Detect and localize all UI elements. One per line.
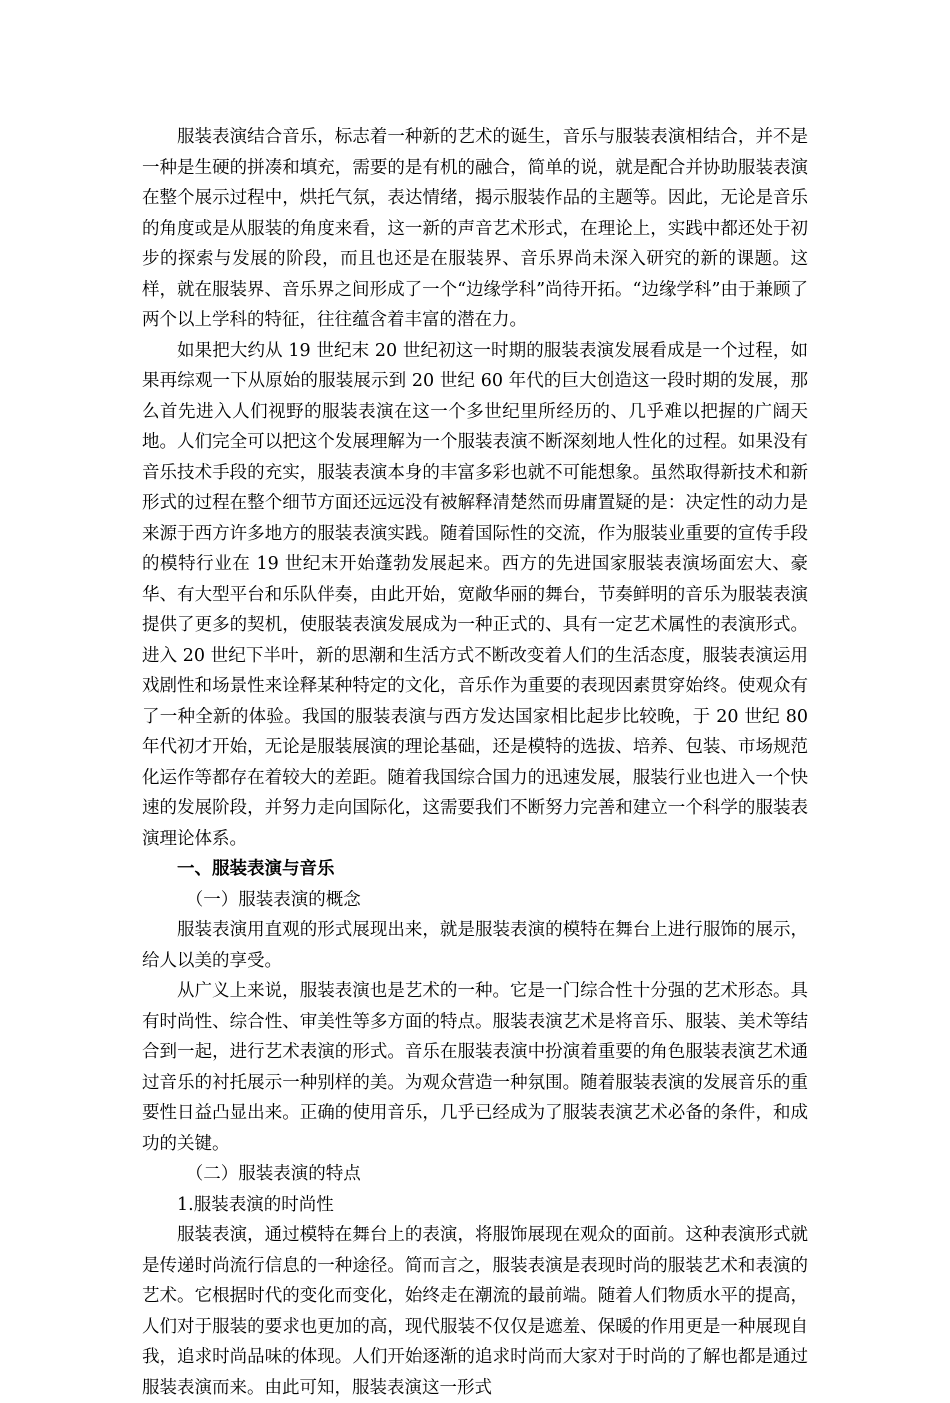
- paragraph: 服装表演结合音乐，标志着一种新的艺术的诞生，音乐与服装表演相结合，并不是一种是生硬的拼凑和填充，需要的是有机的融合，简单的说，就是配合并协助服装表演在整个展示过程中，烘托气氛，表达情绪，揭示服装作品的主题等。因此，无论是音乐的角度或是从服装的角度来看，这一新的声音艺术形式，在理论上，实践中都还处于初步的探索与发展的阶段，而且也还是在服装界、音乐界尚未深入研究的新的课题。这样，就在服装界、音乐界之间形成了一个“边缘学科”尚待开拓。“边缘学科”由于兼顾了两个以上学科的特征，往往蕴含着丰富的潜在力。: [142, 127, 808, 330]
- subsection-heading: （一）服装表演的概念: [185, 889, 361, 910]
- paragraph: 服装表演用直观的形式展现出来，就是服装表演的模特在舞台上进行服饰的展示，给人以美的享受。: [142, 920, 808, 971]
- paragraph: 如果把大约从 19 世纪末 20 世纪初这一时期的服装表演发展看成是一个过程，如果再综观一下从原始的服装展示到 20 世纪 60 年代的巨大创造这一段时期的发展，那么首先进入人们视野的服装表演在这一个多世纪里所经历的、几乎难以把握的广阔天地。人们完全可以把这个发展理解为一个服装表演不断深刻地人性化的过程。如果没有音乐技术手段的充实，服装表演本身的丰富多彩也就不可能想象。虽然取得新技术和新形式的过程在整个细节方面还远远没有被解释清楚然而毋庸置疑的是：决定性的动力是来源于西方许多地方的服装表演实践。随着国际性的交流，作为服装业重要的宣传手段的模特行业在 19 世纪末开始蓬勃发展起来。西方的先进国家服装表演场面宏大、豪华、有大型平台和乐队伴奏，由此开始，宽敞华丽的舞台，节奏鲜明的音乐为服装表演提供了更多的契机，使服装表演发展成为一种正式的、具有一定艺术属性的表演形式。进入 20 世纪下半叶，新的思潮和生活方式不断改变着人们的生活态度，服装表演运用戏剧性和场景性来诠释某种特定的文化，音乐作为重要的表现因素贯穿始终。使观众有了一种全新的体验。我国的服装表演与西方发达国家相比起步比较晚，于 20 世纪 80 年代初才开始，无论是服装展演的理论基础，还是模特的选拔、培养、包装、市场规范化运作等都存在着较大的差距。随着我国综合国力的迅速发展，服装行业也进入一个快速的发展阶段，并努力走向国际化，这需要我们不断努力完善和建立一个科学的服装表演理论体系。: [142, 340, 808, 849]
- subsection-heading: （二）服装表演的特点: [185, 1164, 361, 1184]
- document-body: [142, 122, 808, 1403]
- paragraph: 从广义上来说，服装表演也是艺术的一种。它是一门综合性十分强的艺术形态。具有时尚性、综合性、审美性等多方面的特点。服装表演艺术是将音乐、服装、美术等结合到一起，进行艺术表演的形式。音乐在服装表演中扮演着重要的角色服装表演艺术通过音乐的衬托展示一种别样的美。为观众营造一种氛围。随着服装表演的发展音乐的重要性日益凸显出来。正确的使用音乐，几乎已经成为了服装表演艺术必备的条件，和成功的关键。: [142, 981, 808, 1154]
- subsection-heading: 1.服装表演的时尚性: [177, 1194, 334, 1215]
- paragraph: 服装表演，通过模特在舞台上的表演，将服饰展现在观众的面前。这种表演形式就是传递时尚流行信息的一种途径。简而言之，服装表演是表现时尚的服装艺术和表演的艺术。它根据时代的变化而变化，始终走在潮流的最前端。随着人们物质水平的提高，人们对于服装的要求也更加的高，现代服装不仅仅是遮羞、保暖的作用更是一种展现自我，追求时尚品味的体现。人们开始逐渐的追求时尚而大家对于时尚的了解也都是通过服装表演而来。由此可知，服装表演这一形式: [142, 1225, 808, 1398]
- section-heading: 一、服装表演与音乐: [177, 859, 335, 879]
